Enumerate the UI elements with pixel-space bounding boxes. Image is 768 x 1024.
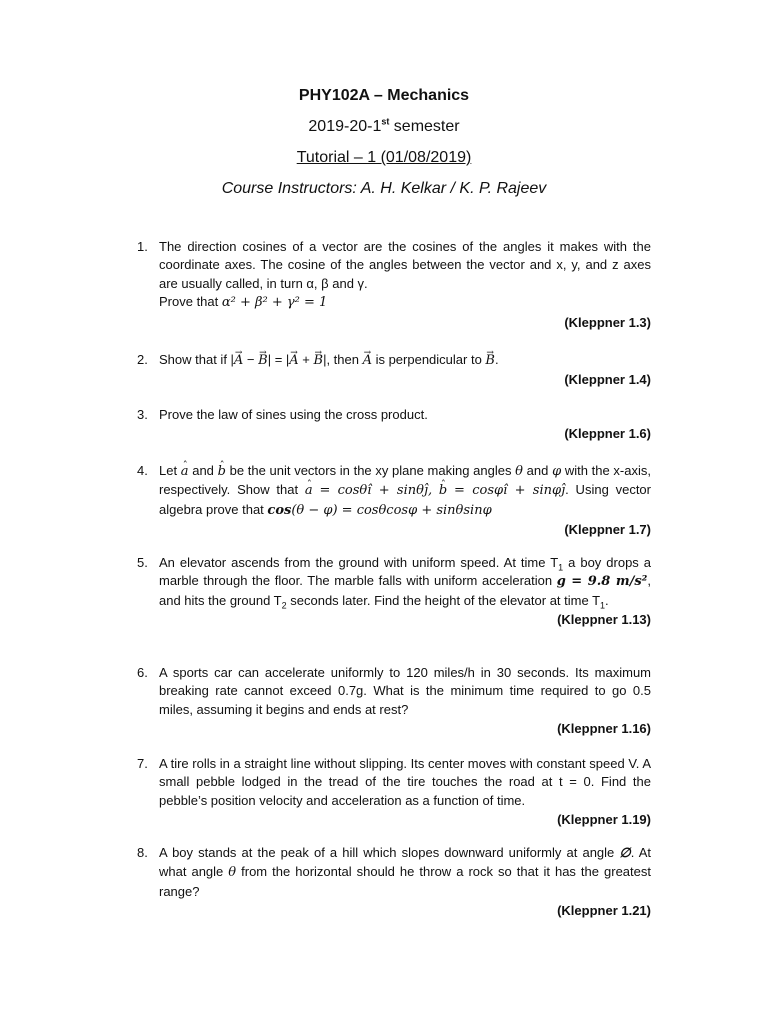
question-text: Prove the law of sines using the cross product.: [159, 407, 428, 422]
minus-sign: −: [243, 352, 259, 367]
semester-year: 2019-20-1: [308, 118, 382, 135]
question-reference: (Kleppner 1.19): [557, 812, 651, 828]
question-text: |, then: [323, 352, 363, 367]
semester-ordinal: st: [381, 116, 390, 127]
question-number: 7.: [137, 756, 148, 771]
question-reference: (Kleppner 1.7): [564, 522, 651, 538]
unit-vector-a-hat: ˆ a: [181, 463, 189, 481]
unit-vector-a-hat: ˆ a: [305, 482, 313, 500]
question-text: The direction cosines of a vector are the cosines of the angles it makes with the coordinate axes. The cosine of the angles between the vector and x, y, and z axes are usually called, in turn α, β and γ.: [159, 239, 651, 291]
question-7: [137, 755, 651, 830]
question-text: Show that if |: [159, 352, 234, 367]
vector-b: → B: [485, 352, 495, 370]
subscript-1: 1: [558, 562, 564, 573]
phi-symbol: φ: [552, 464, 562, 479]
unit-vector-b-hat: ˆ b: [439, 482, 447, 500]
question-text: Let: [159, 463, 181, 478]
question-4: [137, 462, 651, 540]
question-text: .: [494, 352, 499, 367]
unit-vector-b-equation: = cosφî + sinφĵ: [454, 483, 566, 499]
unit-vector-a-equation: = cosθî + sinθĵ,: [319, 483, 433, 499]
question-number: 2.: [137, 352, 148, 367]
course-title: PHY102A – Mechanics: [298, 87, 470, 104]
course-instructors: Course Instructors: A. H. Kelkar / K. P. Rajeev: [221, 180, 547, 197]
question-number: 6.: [137, 665, 148, 680]
theta-symbol: θ: [228, 865, 237, 881]
gravity-value: g = 9.8 m/s²: [556, 574, 648, 590]
unit-vector-b-hat: ˆ b: [218, 463, 226, 481]
vector-a: → A: [289, 352, 298, 370]
question-text: | = |: [267, 352, 290, 367]
subscript-1: 1: [600, 600, 606, 611]
question-number: 8.: [137, 845, 148, 860]
vector-a: → A: [363, 352, 372, 370]
question-2: [137, 351, 651, 390]
question-prove-label: Prove that: [159, 294, 222, 310]
question-text: seconds later. Find the height of the elevator at time T: [286, 592, 601, 608]
question-reference: (Kleppner 1.13): [557, 612, 651, 628]
question-text: and: [522, 463, 553, 478]
question-text: and: [188, 463, 218, 478]
direction-cosine-equation: α² + β² + γ² = 1: [221, 295, 328, 311]
question-text: is perpendicular to: [371, 352, 486, 367]
question-text: a boy drops a marble through the floor. The marble falls with uniform acceleration: [159, 555, 651, 589]
question-text: . At what angle: [159, 845, 651, 880]
question-reference: (Kleppner 1.3): [564, 314, 651, 330]
cosine-difference-identity: (θ − φ) = cosθcosφ + sinθsinφ: [291, 502, 492, 518]
question-text: A boy stands at the peak of a hill which slopes downward uniformly at angle: [159, 845, 620, 860]
question-text: A tire rolls in a straight line without slipping. Its center moves with constant speed V. A small pebble lodged in the tread of the tire touches the road at t = 0. Find the pebble’s position velocity and acceleration as a function of time.: [159, 756, 651, 808]
question-text: A sports car can accelerate uniformly to 120 miles/h in 30 seconds. Its maximum breaking rate cannot exceed 0.7g. What is the minimum time required to go 0.5 miles, assuming it begins and ends at rest?: [159, 665, 651, 717]
plus-sign: +: [298, 352, 314, 367]
cos-function: cos: [267, 502, 292, 518]
question-number: 5.: [137, 555, 148, 570]
question-8: [137, 844, 651, 921]
question-reference: (Kleppner 1.4): [564, 372, 651, 388]
question-text: . Using vector algebra prove that: [159, 482, 651, 517]
question-number: 3.: [137, 407, 148, 422]
question-5: [137, 554, 651, 630]
vector-b: → B: [258, 352, 268, 370]
tutorial-title: Tutorial – 1 (01/08/2019): [296, 149, 472, 166]
semester-line: [0, 118, 768, 136]
question-text: be the unit vectors in the xy plane making angles: [225, 463, 516, 478]
question-text: , and hits the ground T: [159, 573, 651, 608]
semester-word: semester: [389, 118, 460, 135]
vector-a: → A: [234, 352, 243, 370]
question-text: from the horizontal should he throw a rock so that it has the greatest range?: [159, 864, 651, 899]
question-reference: (Kleppner 1.21): [557, 903, 651, 919]
theta-symbol: θ: [515, 464, 523, 479]
subscript-2: 2: [281, 600, 287, 611]
question-text: with the x-axis, respectively. Show that: [159, 463, 651, 498]
question-number: 4.: [137, 463, 148, 478]
question-number: 1.: [137, 239, 148, 254]
vector-b: → B: [314, 352, 324, 370]
question-text: .: [605, 592, 609, 608]
question-reference: (Kleppner 1.16): [557, 721, 651, 737]
question-1: [137, 238, 651, 332]
question-text: An elevator ascends from the ground with uniform speed. At time T: [159, 555, 559, 570]
question-6: [137, 664, 651, 739]
question-3: [137, 406, 651, 444]
question-reference: (Kleppner 1.6): [564, 426, 651, 442]
slope-angle-symbol: ∅: [619, 846, 631, 861]
